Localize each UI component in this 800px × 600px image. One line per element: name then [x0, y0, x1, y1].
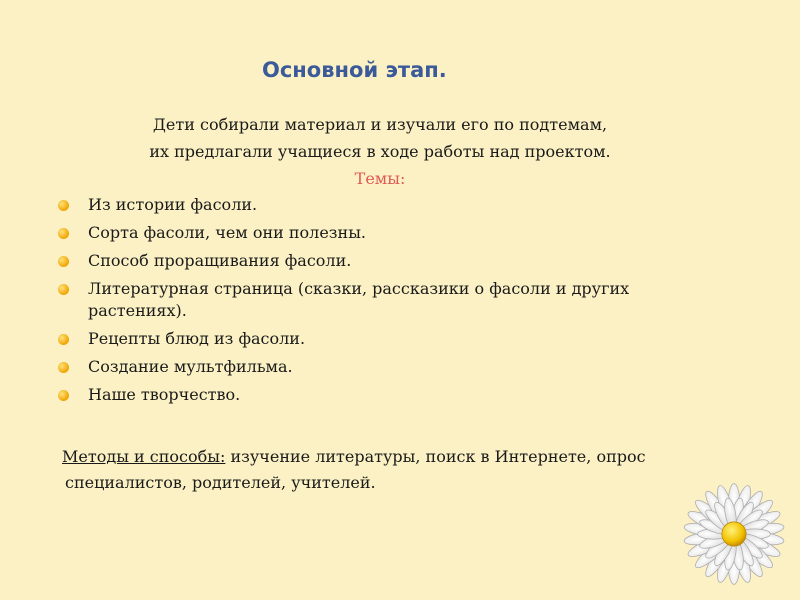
methods-text-line-1: изучение литературы, поиск в Интернете, опрос	[225, 447, 646, 466]
list-item	[58, 278, 698, 322]
list-item	[58, 222, 698, 244]
list-item	[58, 384, 698, 406]
list-item-text: Создание мультфильма.	[88, 357, 293, 376]
methods-label: Методы и способы:	[62, 447, 226, 466]
bullet-icon	[58, 334, 69, 345]
daisy-flower-icon	[678, 478, 790, 590]
list-item	[58, 356, 698, 378]
intro-line-2: их предлагали учащиеся в ходе работы над проектом.	[149, 142, 611, 161]
intro-line-1: Дети собирали материал и изучали его по подтемам,	[152, 115, 608, 134]
methods-paragraph	[62, 444, 702, 496]
bullet-icon	[58, 390, 69, 401]
list-item	[58, 194, 698, 216]
bullet-icon	[58, 228, 69, 239]
themes-list	[58, 194, 698, 412]
intro-paragraph	[0, 111, 760, 192]
list-item	[58, 328, 698, 350]
bullet-icon	[58, 200, 69, 211]
bullet-icon	[58, 284, 69, 295]
list-item-text: Рецепты блюд из фасоли.	[88, 329, 306, 348]
list-item-text: Литературная страница (сказки, рассказики о фасоли и других растениях).	[88, 279, 630, 320]
list-item	[58, 250, 698, 272]
list-item-text: Наше творчество.	[88, 385, 241, 404]
methods-text-line-2: специалистов, родителей, учителей.	[65, 473, 376, 492]
themes-label: Темы:	[354, 169, 406, 188]
list-item-text: Сорта фасоли, чем они полезны.	[88, 223, 367, 242]
bullet-icon	[58, 362, 69, 373]
list-item-text: Способ проращивания фасоли.	[88, 251, 352, 270]
bullet-icon	[58, 256, 69, 267]
list-item-text: Из истории фасоли.	[88, 195, 258, 214]
slide-title: Основной этап.	[262, 58, 447, 82]
